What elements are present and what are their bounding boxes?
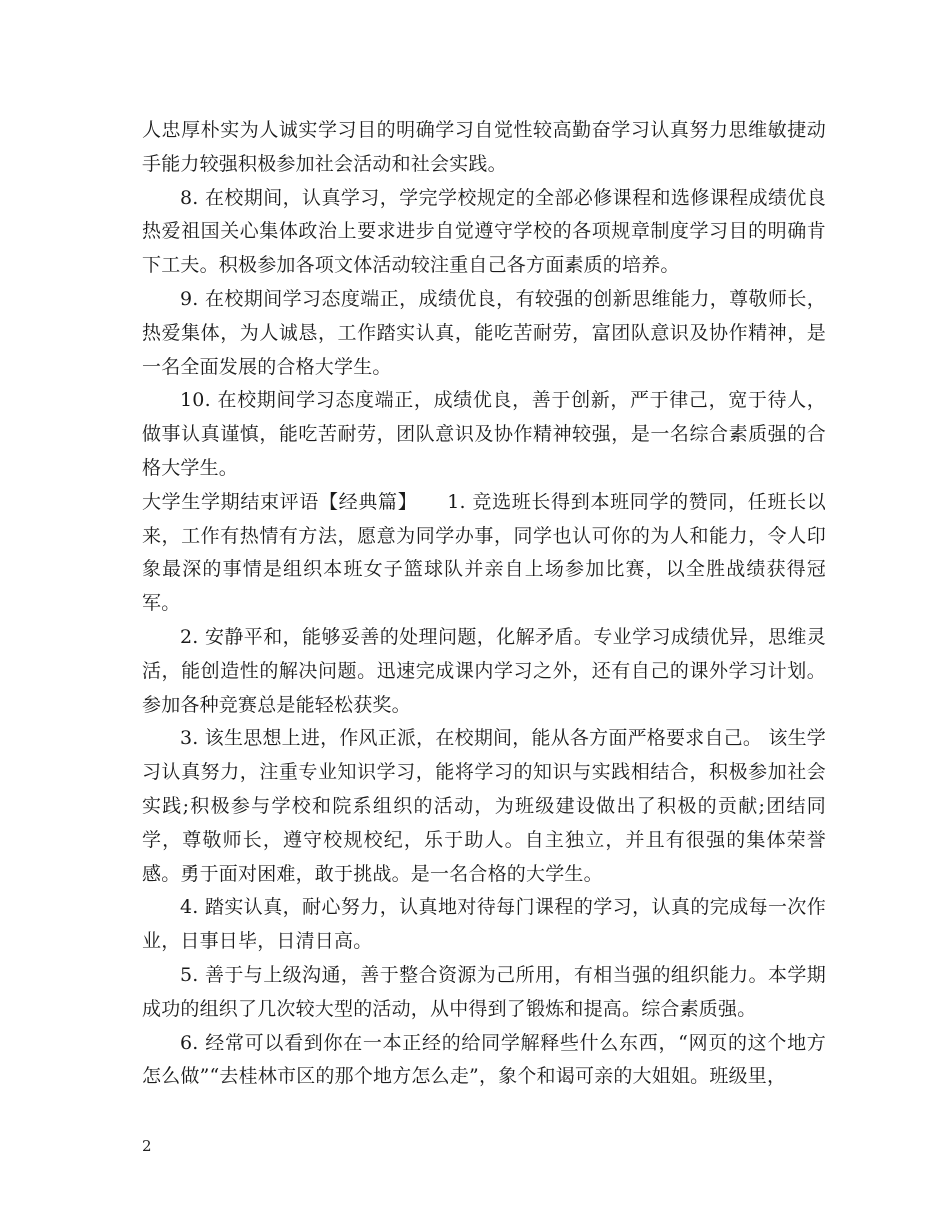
paragraph-item-8: 8. 在校期间，认真学习，学完学校规定的全部必修课程和选修课程成绩优良热爱祖国关心集体政治上要求进步自觉遵守学校的各项规章制度学习目的明确肯下工夫。积极参加各项文体活动较注重自己各方面素质的培养。 (142, 186, 826, 277)
section-heading-paragraph: 大学生学期结束评语【经典篇】 1. 竞选班长得到本班同学的赞同，任班长以来，工作有热情有方法，愿意为同学办事，同学也认可你的为人和能力，令人印象最深的事情是组织本班女子篮球队并亲自上场参加比赛，以全胜战绩获得冠军。 (142, 490, 826, 615)
paragraph-item-5: 5. 善于与上级沟通，善于整合资源为己所用，有相当强的组织能力。本学期成功的组织了几次较大型的活动，从中得到了锻炼和提高。综合素质强。 (142, 963, 826, 1020)
paragraph-item-6: 6. 经常可以看到你在一本正经的给同学解释些什么东西，“网页的这个地方怎么做”“去桂林市区的那个地方怎么走”，象个和谒可亲的大姐姐。班级里， (142, 1031, 826, 1088)
paragraph-continuation: 人忠厚朴实为人诚实学习目的明确学习自觉性较高勤奋学习认真努力思维敏捷动手能力较强积极参加社会活动和社会实践。 (142, 119, 826, 175)
page-number: 2 (142, 1137, 152, 1155)
paragraph-item-4: 4. 踏实认真，耐心努力，认真地对待每门课程的学习，认真的完成每一次作业，日事日毕，日清日高。 (142, 896, 826, 953)
paragraph-item-9: 9. 在校期间学习态度端正，成绩优良，有较强的创新思维能力，尊敬师长，热爱集体，为人诚恳，工作踏实认真，能吃苦耐劳，富团队意识及协作精神，是一名全面发展的合格大学生。 (142, 287, 826, 378)
document-body (142, 114, 826, 1094)
paragraph-item-10: 10. 在校期间学习态度端正，成绩优良，善于创新，严于律己，宽于待人，做事认真谨慎，能吃苦耐劳，团队意识及协作精神较强，是一名综合素质强的合格大学生。 (142, 389, 826, 479)
paragraph-item-2: 2. 安静平和，能够妥善的处理问题，化解矛盾。专业学习成绩优异，思维灵活，能创造性的解决问题。迅速完成课内学习之外，还有自己的课外学习计划。参加各种竞赛总是能轻松获奖。 (142, 625, 826, 716)
paragraph-item-3: 3. 该生思想上进，作风正派，在校期间，能从各方面严格要求自己。 该生学习认真努力，注重专业知识学习，能将学习的知识与实践相结合，积极参加社会实践;积极参与学校和院系组织的活动，为班级建设做出了积极的贡献;团结同学，尊敬师长，遵守校规校纪，乐于助人。自主独立，并且有很强的集体荣誉感。勇于面对困难，敢于挑战。是一名合格的大学生。 (142, 727, 826, 885)
